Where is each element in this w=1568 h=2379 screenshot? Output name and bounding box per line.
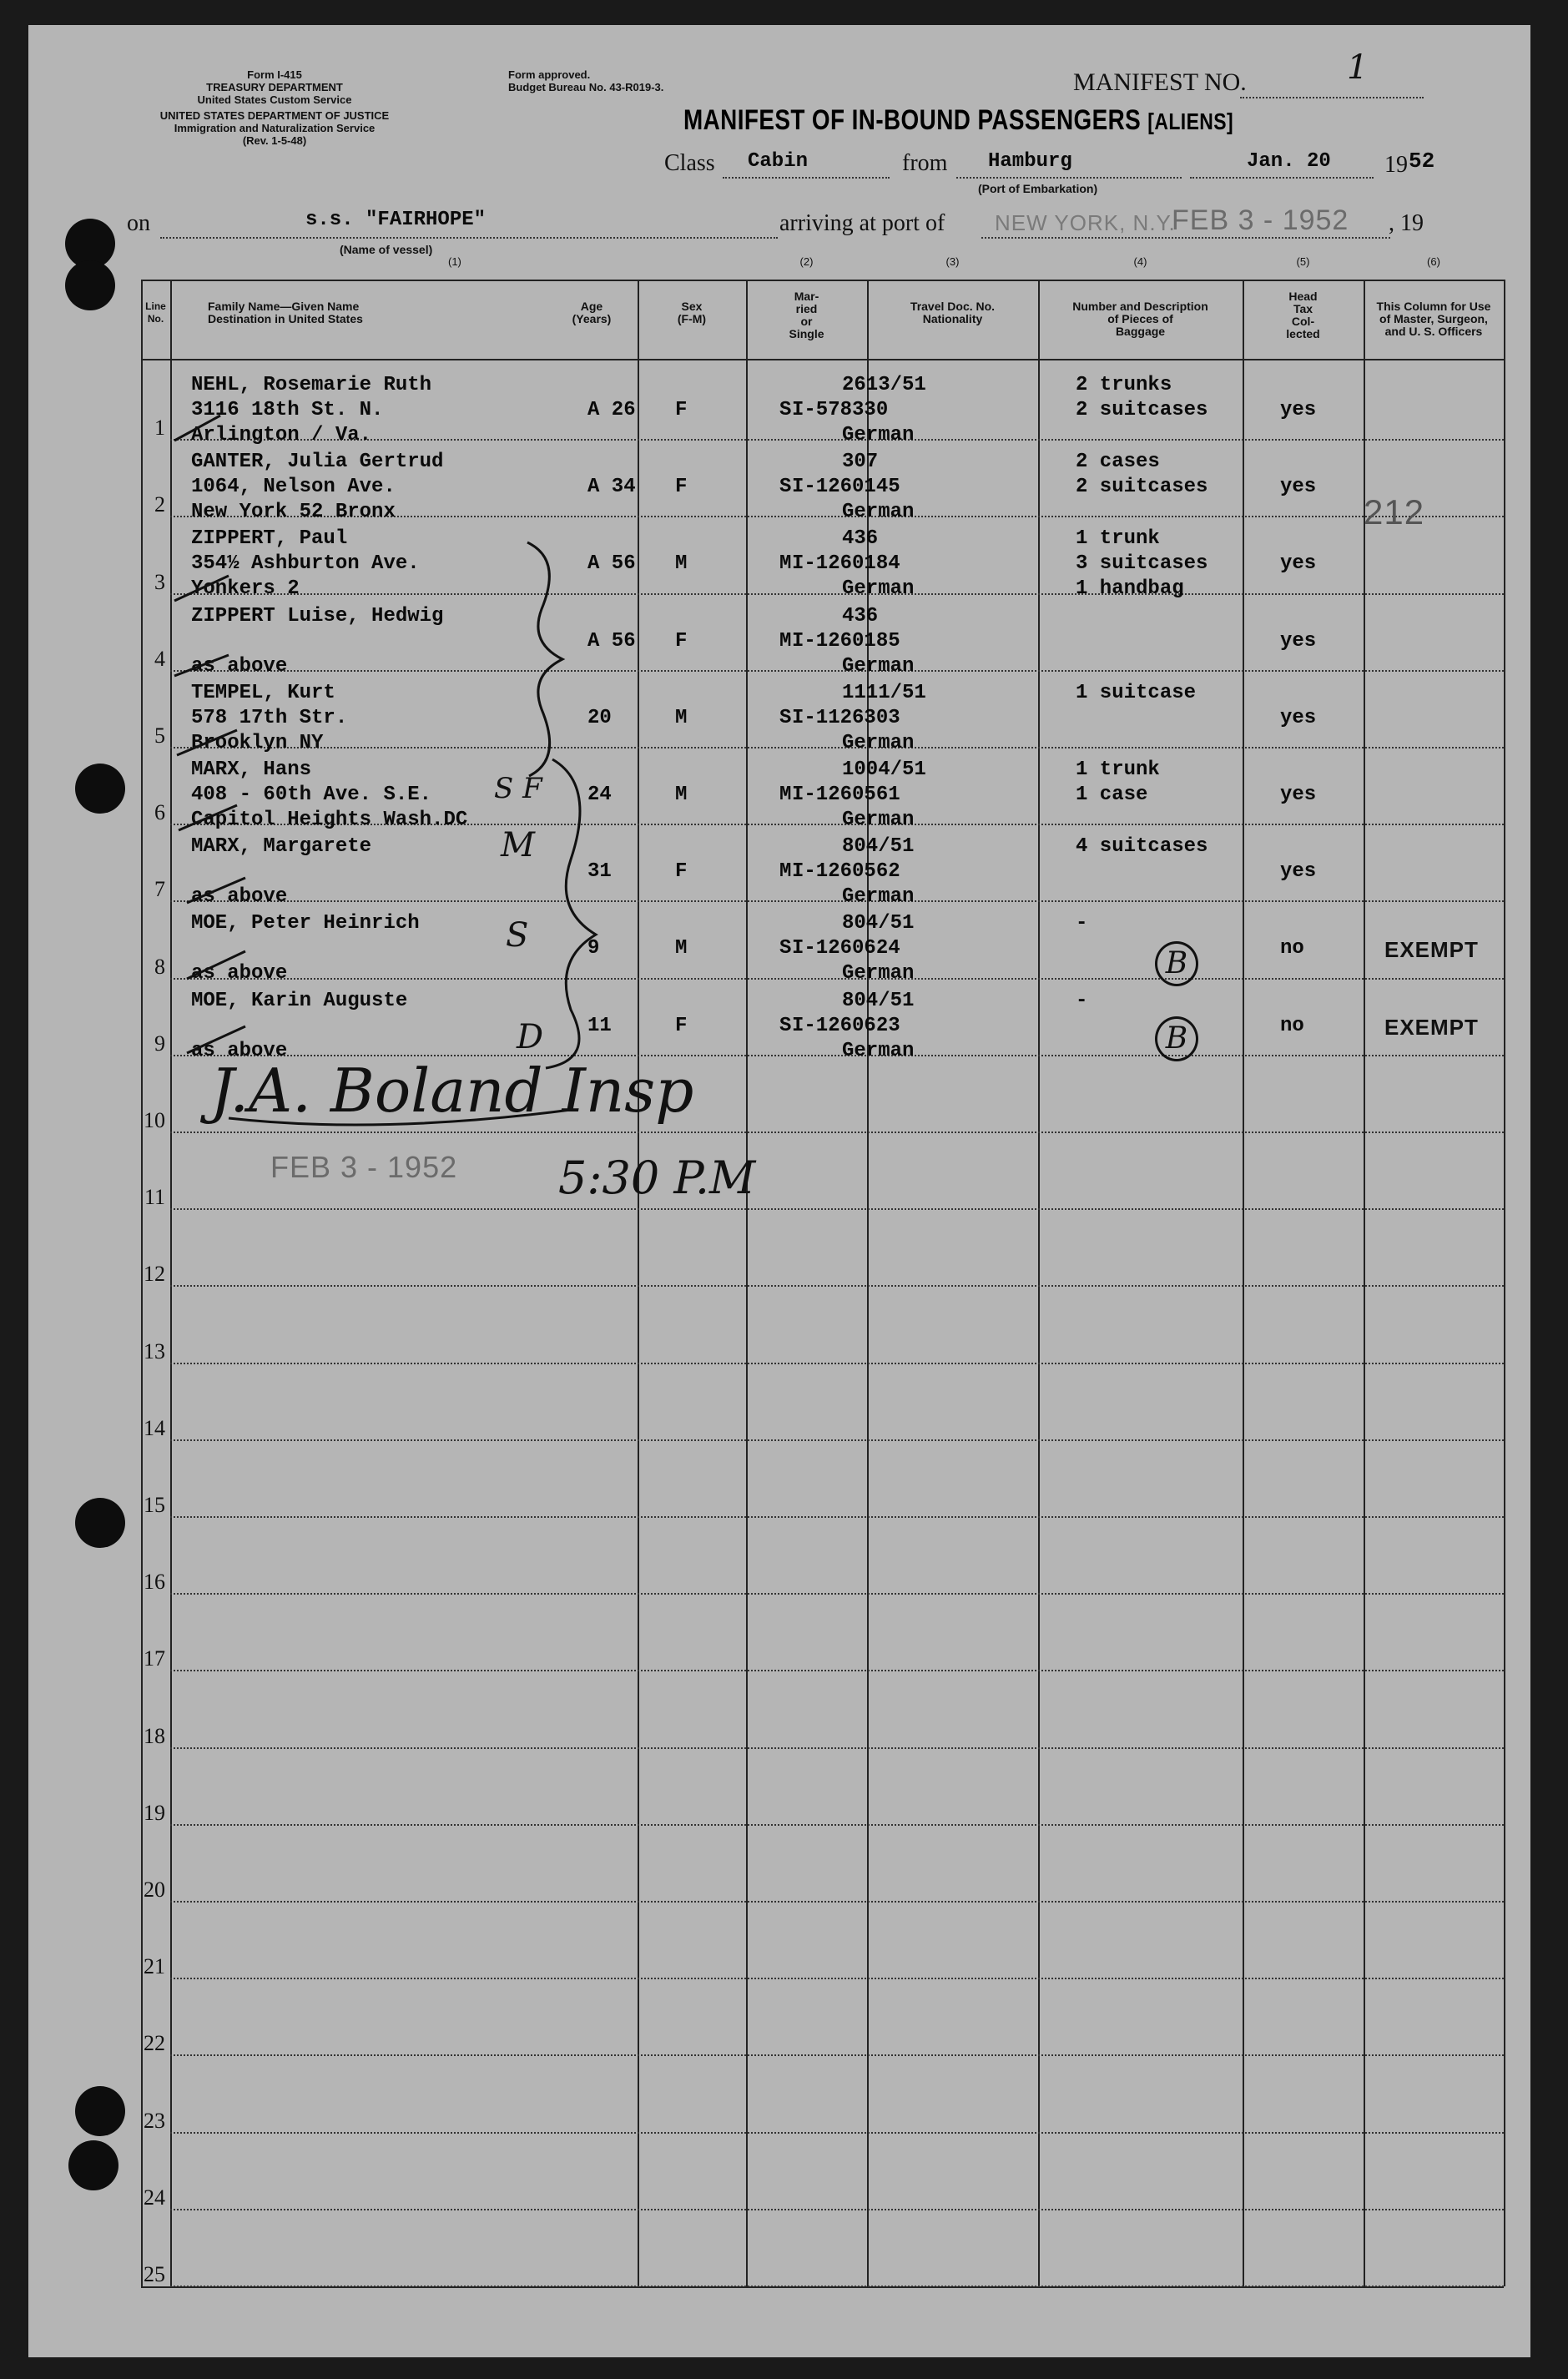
cell-ms: S	[779, 706, 792, 729]
manifest-no-value: 1	[1347, 48, 1369, 87]
cell-dest1: 578 17th Str.	[191, 706, 348, 729]
cell-doc: I-1260185	[792, 629, 900, 653]
cell-ms: M	[779, 629, 792, 653]
cell-sex: M	[675, 784, 688, 806]
cell-doc-top: 804/51	[842, 912, 915, 935]
cell-doc-top: 804/51	[842, 835, 915, 859]
cell-tax: yes	[1280, 399, 1317, 421]
form-line: Form I-415	[247, 68, 302, 81]
cell-dest2: as above	[191, 654, 288, 678]
cell-tax: yes	[1280, 629, 1317, 653]
column-number-7: (5)	[1296, 255, 1310, 268]
class-value: Cabin	[748, 150, 809, 173]
cell-name: MARX, Margarete	[191, 835, 372, 859]
cell-age: A 26	[587, 399, 636, 421]
line-number: 7	[154, 877, 165, 902]
cell-bag1: -	[1076, 912, 1088, 935]
cell-dest2: as above	[191, 1039, 288, 1062]
cell-doc: I-1260623	[792, 1014, 900, 1037]
cell-age: A 56	[587, 629, 636, 653]
line-number: 2	[154, 492, 165, 517]
cell-name: ZIPPERT Luise, Hedwig	[191, 604, 444, 628]
cell-note: EXEMPT	[1384, 1014, 1479, 1040]
brace-marx-moe	[546, 759, 596, 1068]
cell-name: MARX, Hans	[191, 759, 312, 781]
date-value: Jan. 20	[1247, 150, 1331, 173]
margin-note-sf: S F	[494, 772, 542, 805]
cell-dest2: Capitol Heights Wash.DC	[191, 809, 468, 831]
cell-bag1: -	[1076, 989, 1088, 1012]
cell-ms: S	[779, 1014, 792, 1037]
arriving-label: arriving at port of	[779, 210, 945, 236]
manifest-sheet	[28, 25, 1530, 2357]
binder-hole	[65, 260, 115, 310]
check-1	[174, 416, 220, 441]
cell-name: MOE, Peter Heinrich	[191, 912, 420, 935]
line-number: 3	[154, 569, 165, 594]
line-number: 20	[144, 1877, 165, 1902]
cell-nat: German	[842, 654, 915, 678]
column-number-6: (4)	[1133, 255, 1147, 268]
cell-dest2: Brooklyn NY	[191, 731, 324, 754]
cell-bag1: 2 cases	[1076, 451, 1160, 474]
cell-dest2: Yonkers 2	[191, 577, 300, 601]
approval-line: Form approved.	[508, 68, 591, 81]
cell-tax: yes	[1280, 860, 1317, 884]
form-line: TREASURY DEPARTMENT	[206, 81, 343, 93]
line-number: 12	[144, 1262, 165, 1287]
cell-name: TEMPEL, Kurt	[191, 681, 335, 704]
line-number: 21	[144, 1954, 165, 1979]
cell-doc-top: 1004/51	[842, 759, 926, 781]
check-8	[187, 951, 245, 979]
cell-dest2: New York 52 Bronx	[191, 501, 396, 524]
port-caption: (Port of Embarkation)	[978, 182, 1098, 195]
year-prefix: 19	[1384, 152, 1408, 178]
cell-sex: M	[675, 706, 688, 729]
cell-doc: I-1260561	[792, 784, 900, 806]
year-suffix: 52	[1409, 149, 1435, 174]
line-number: 14	[144, 1415, 165, 1440]
line-number: 4	[154, 646, 165, 671]
cell-bag2: 2 suitcases	[1076, 399, 1208, 421]
title-text: MANIFEST OF IN-BOUND PASSENGERS	[683, 104, 1142, 136]
circled-b-1: B	[1155, 941, 1198, 986]
cell-bag1: 1 suitcase	[1076, 681, 1197, 704]
binder-hole	[68, 2140, 118, 2190]
inspection-date-stamp: FEB 3 - 1952	[270, 1150, 458, 1184]
column-number-5: (3)	[945, 255, 960, 268]
cell-age: 31	[587, 860, 612, 884]
cell-nat: German	[842, 809, 915, 831]
cell-doc: I-1260562	[792, 860, 900, 884]
line-number: 25	[144, 2262, 165, 2286]
line-number: 1	[154, 416, 165, 441]
cell-ms: M	[779, 860, 792, 884]
title-bracket: [ALIENS]	[1147, 108, 1234, 134]
margin-note-m: M	[501, 826, 535, 864]
cell-bag1: 4 suitcases	[1076, 835, 1208, 859]
cell-age: 24	[587, 784, 612, 806]
cell-dest1: 1064, Nelson Ave.	[191, 476, 396, 499]
line-number: 24	[144, 2185, 165, 2210]
column-header-4: Mar- ried or Single	[789, 290, 824, 340]
cell-tax: yes	[1280, 706, 1317, 729]
cell-age: 11	[587, 1014, 612, 1037]
column-header-7: Head Tax Col- lected	[1286, 290, 1320, 340]
check-5	[177, 730, 237, 755]
cell-tax: yes	[1280, 476, 1317, 499]
cell-bag1: 1 trunk	[1076, 759, 1160, 781]
cell-doc: I-1260184	[792, 552, 900, 576]
cell-name: GANTER, Julia Gertrud	[191, 451, 444, 474]
cell-ms: S	[779, 937, 792, 960]
column-number-8: (6)	[1427, 255, 1440, 268]
check-4	[174, 655, 229, 676]
cell-nat: German	[842, 1039, 915, 1062]
manifest-no-label: MANIFEST NO.	[1073, 68, 1247, 96]
cell-doc-top: 436	[842, 604, 879, 628]
form-line: United States Custom Service	[197, 93, 352, 106]
cell-dest1: 408 - 60th Ave. S.E.	[191, 784, 432, 806]
form-line: (Rev. 1-5-48)	[242, 134, 307, 147]
line-number: 9	[154, 1031, 165, 1056]
cell-note: EXEMPT	[1384, 937, 1479, 963]
cell-nat: German	[842, 885, 915, 909]
cell-nat: German	[842, 731, 915, 754]
cell-sex: M	[675, 552, 688, 576]
cell-ms: M	[779, 784, 792, 806]
vessel-value: s.s. "FAIRHOPE"	[305, 209, 487, 231]
cell-tax: no	[1280, 1014, 1304, 1037]
cell-bag2: 2 suitcases	[1076, 476, 1208, 499]
cell-age: A 34	[587, 476, 636, 499]
handwritten-marks	[28, 25, 1530, 2357]
cell-age: 9	[587, 937, 600, 960]
line-number: 22	[144, 2031, 165, 2056]
circled-b-2: B	[1155, 1016, 1198, 1061]
column-header-5: Travel Doc. No. Nationality	[910, 300, 996, 325]
cell-sex: F	[675, 1014, 688, 1037]
cell-dest2: as above	[191, 962, 288, 985]
cell-doc: I-1126303	[792, 706, 900, 729]
form-line: Immigration and Naturalization Service	[174, 122, 376, 134]
approval-line: Budget Bureau No. 43-R019-3.	[508, 81, 664, 93]
line-number: 16	[144, 1570, 165, 1595]
cell-name: NEHL, Rosemarie Ruth	[191, 374, 432, 396]
cell-doc-top: 307	[842, 451, 879, 474]
cell-tax: yes	[1280, 552, 1317, 576]
cell-nat: German	[842, 424, 915, 446]
cell-tax: no	[1280, 937, 1304, 960]
line-number: 10	[144, 1108, 165, 1132]
cell-ms: S	[779, 476, 792, 499]
column-header-0: Line No.	[145, 300, 166, 325]
arrival-stamp: FEB 3 - 1952	[1172, 204, 1349, 236]
cell-doc-top: 436	[842, 527, 879, 551]
cell-name: ZIPPERT, Paul	[191, 527, 348, 551]
binder-hole	[75, 2086, 125, 2136]
port-stamp: NEW YORK, N.Y.	[995, 210, 1176, 235]
signature-underline	[229, 1110, 571, 1125]
cell-nat: German	[842, 501, 915, 524]
margin-note-d: D	[517, 1018, 544, 1056]
line-number: 13	[144, 1338, 165, 1363]
line-number: 6	[154, 800, 165, 825]
line-number: 19	[144, 1800, 165, 1825]
from-value: Hamburg	[988, 150, 1072, 173]
binder-hole	[75, 764, 125, 814]
check-9	[187, 1026, 245, 1053]
arrival-year-label: , 19	[1389, 210, 1424, 236]
cell-bag2: 3 suitcases	[1076, 552, 1208, 576]
cell-nat: German	[842, 962, 915, 985]
column-header-2: Age (Years)	[572, 300, 612, 325]
margin-note-s: S	[506, 916, 529, 955]
cell-name: MOE, Karin Auguste	[191, 989, 408, 1012]
cell-sex: F	[675, 629, 688, 653]
inspection-time: 5:30 P.M	[558, 1152, 756, 1204]
cell-dest2: Arlington / Va.	[191, 424, 372, 446]
cell-bag1: 2 trunks	[1076, 374, 1172, 396]
cell-bag2: 1 case	[1076, 784, 1148, 806]
cell-nat: German	[842, 577, 915, 601]
line-number: 15	[144, 1493, 165, 1517]
cell-sex: F	[675, 860, 688, 884]
check-7	[187, 878, 245, 903]
cell-ms: M	[779, 552, 792, 576]
brace-zippert	[527, 542, 562, 776]
line-number: 23	[144, 2108, 165, 2133]
cell-sex: F	[675, 476, 688, 499]
inspector-signature: J.A. Boland Insp	[210, 1056, 694, 1126]
column-header-6: Number and Description of Pieces of Baggage	[1072, 300, 1208, 338]
line-number: 8	[154, 954, 165, 979]
line-number: 18	[144, 1723, 165, 1748]
column-header-3: Sex (F-M)	[677, 300, 707, 325]
column-header-1: Family Name—Given Name Destination in United States	[208, 300, 363, 325]
cell-sex: F	[675, 399, 688, 421]
binder-hole	[75, 1498, 125, 1548]
vessel-caption: (Name of vessel)	[340, 243, 433, 256]
cell-bag1: 1 trunk	[1076, 527, 1160, 551]
cell-doc: I-578330	[792, 399, 889, 421]
cell-doc: I-1260145	[792, 476, 900, 499]
cell-doc-top: 1111/51	[842, 681, 926, 704]
cell-ms: S	[779, 399, 792, 421]
class-label: Class	[664, 150, 715, 176]
cell-dest1: 354½ Ashburton Ave.	[191, 552, 420, 576]
cell-age: 20	[587, 706, 612, 729]
cell-bag3: 1 handbag	[1076, 577, 1184, 601]
line-number: 17	[144, 1646, 165, 1671]
check-6	[179, 805, 237, 830]
vessel-col-num: (1)	[448, 255, 461, 268]
column-header-8: This Column for Use of Master, Surgeon, and U. S. Officers	[1376, 300, 1491, 338]
from-label: from	[902, 150, 948, 176]
cell-dest2: as above	[191, 885, 288, 909]
stamp-number: 212	[1364, 492, 1425, 532]
cell-dest1: 3116 18th St. N.	[191, 399, 384, 421]
cell-age: A 56	[587, 552, 636, 576]
line-number: 11	[144, 1185, 165, 1210]
cell-doc-top: 2613/51	[842, 374, 926, 396]
check-3	[174, 576, 229, 601]
line-number: 5	[154, 723, 165, 748]
cell-tax: yes	[1280, 784, 1317, 806]
column-number-4: (2)	[799, 255, 814, 268]
form-line: UNITED STATES DEPARTMENT OF JUSTICE	[159, 109, 390, 122]
on-label: on	[127, 210, 150, 236]
cell-sex: M	[675, 937, 688, 960]
cell-doc-top: 804/51	[842, 989, 915, 1012]
cell-doc: I-1260624	[792, 937, 900, 960]
